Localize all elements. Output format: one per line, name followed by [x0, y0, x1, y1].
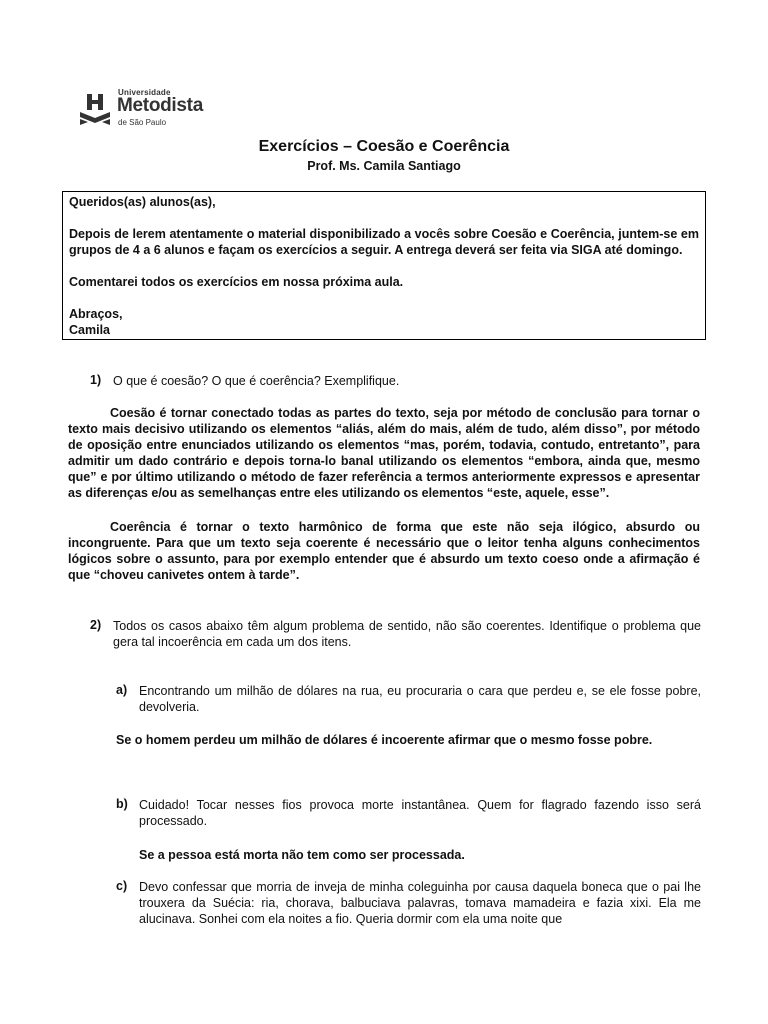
university-logo	[78, 88, 218, 130]
message-box	[62, 191, 706, 340]
q1-answer-coesao: Coesão é tornar conectado todas as partes do texto, seja por método de conclusão para tornar o texto mais decisivo utilizando os elementos “aliás, além do mais, além de tudo, além disso”, por método de oposição entre enunciados utilizando os elementos “mas, porém, todavia, contudo, entretanto”, para admitir um dado contrário e depois torna-lo banal utilizando os elementos “embora, ainda que, mesmo que” e por último utilizando o método de fazer referência a termos anteriormente expressos e apresentar as diferenças e/ou as semelhanças entre eles utilizando os elementos “este, aquele, esse”.	[68, 406, 700, 500]
logo-line-sao-paulo: de São Paulo	[118, 118, 167, 127]
q2c-text: Devo confessar que morria de inveja de minha coleguinha por causa daquela boneca que o pai lhe trouxera da Suécia: ria, chorava, balbuciava palavras, tomava mamadeira e fazia xixi. Ela me alucinava. Sonhei com ela noites a fio. Queria dormir com ela uma noite que	[139, 880, 701, 926]
q2a-label: a)	[116, 683, 128, 697]
q1-number: 1)	[90, 373, 102, 387]
box-greeting: Queridos(as) alunos(as),	[69, 195, 216, 209]
q2c-label: c)	[116, 879, 128, 893]
q2b-label: b)	[116, 797, 128, 811]
q2a-text: Encontrando um milhão de dólares na rua, eu procuraria o cara que perdeu e, se ele fosse pobre, devolveria.	[139, 684, 701, 714]
q1-answer-coerencia: Coerência é tornar o texto harmônico de forma que este não seja ilógico, absurdo ou incongruente. Para que um texto seja coerente é necessário que o leitor tenha alguns conhecimentos lógicos sobre o assunto, para por exemplo entender que é absurdo um texto coeso onde a afirmação é que “choveu canivetes ontem à tarde”.	[68, 520, 700, 582]
q2b-text: Cuidado! Tocar nesses fios provoca morte instantânea. Quem for flagrado fazendo isso será processado.	[139, 798, 701, 828]
box-comment: Comentarei todos os exercícios em nossa próxima aula.	[69, 275, 404, 289]
box-closing: Abraços,	[69, 307, 123, 321]
logo-line-metodista: Metodista	[117, 95, 203, 116]
logo-line-universidade: Universidade	[118, 88, 171, 97]
metodista-emblem-icon	[78, 92, 112, 126]
page-subtitle: Prof. Ms. Camila Santiago	[307, 159, 461, 173]
q2-number: 2)	[90, 618, 102, 632]
q2b-answer: Se a pessoa está morta não tem como ser processada.	[139, 848, 465, 862]
box-body: Depois de lerem atentamente o material disponibilizado a vocês sobre Coesão e Coerência, juntem-se em grupos de 4 a 6 alunos e façam os exercícios a seguir. A entrega deverá ser feita via SIGA até domingo.	[69, 227, 699, 257]
box-signature: Camila	[69, 323, 110, 337]
q2a-answer: Se o homem perdeu um milhão de dólares é incoerente afirmar que o mesmo fosse pobre.	[116, 733, 653, 747]
q2-question: Todos os casos abaixo têm algum problema de sentido, não são coerentes. Identifique o problema que gera tal incoerência em cada um dos itens.	[113, 619, 701, 649]
page-title: Exercícios – Coesão e Coerência	[258, 138, 510, 155]
q1-question: O que é coesão? O que é coerência? Exemplifique.	[113, 374, 400, 388]
